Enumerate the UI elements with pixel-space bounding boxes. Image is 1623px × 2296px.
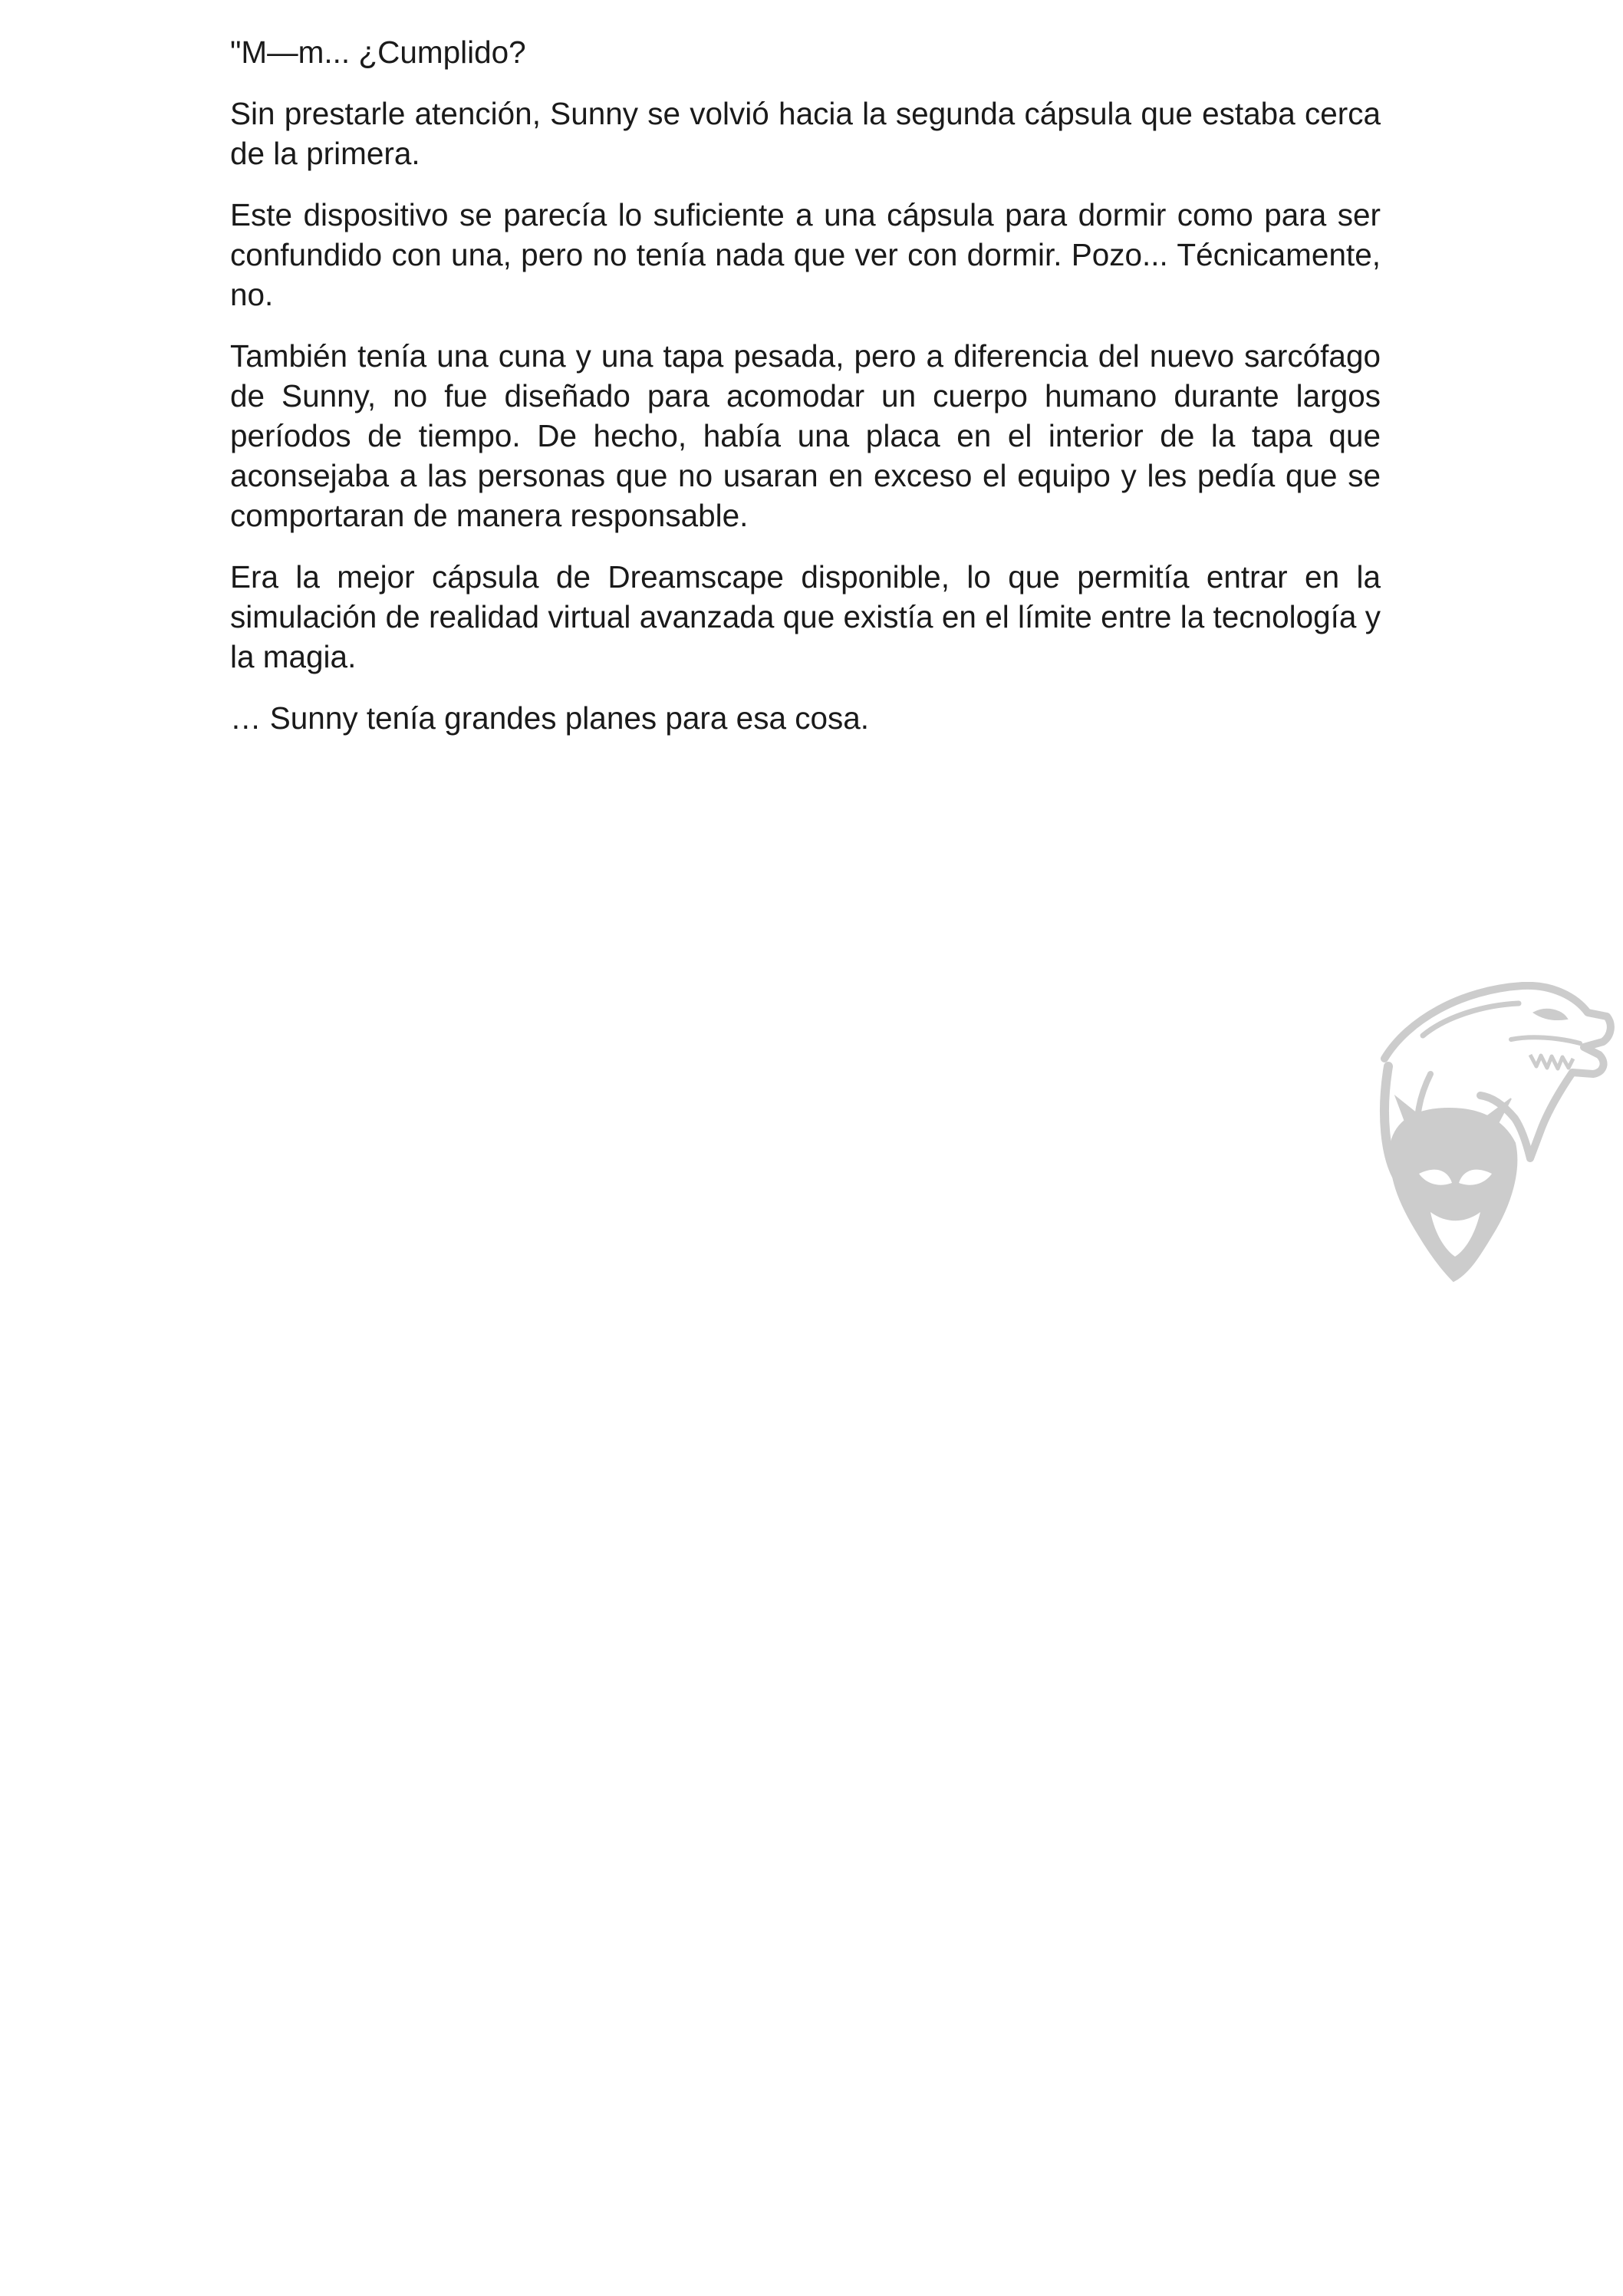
dinosaur-logo-icon [1377, 982, 1615, 1285]
body-text [230, 32, 1381, 759]
paragraph-6: … Sunny tenía grandes planes para esa cosa. [230, 700, 870, 736]
paragraph-2: Sin prestarle atención, Sunny se volvió hacia la segunda cápsula que estaba cerca de la primera. [230, 96, 1381, 171]
paragraph-4: También tenía una cuna y una tapa pesada, pero a diferencia del nuevo sarcófago de Sunny, no fue diseñado para acomodar un cuerpo humano durante largos períodos de tiempo. De hecho, había una placa en el interior de la tapa que aconsejaba a las personas que no usaran en exceso el equipo y les pedía que se comportaran de manera responsable. [230, 338, 1381, 533]
paragraph-5: Era la mejor cápsula de Dreamscape disponible, lo que permitía entrar en la simulación de realidad virtual avanzada que existía en el límite entre la tecnología y la magia. [230, 559, 1381, 674]
paragraph-1: "M—m... ¿Cumplido? [230, 35, 526, 70]
paragraph-3: Este dispositivo se parecía lo suficiente a una cápsula para dormir como para ser confundido con una, pero no tenía nada que ver con dormir. Pozo... Técnicamente, no. [230, 197, 1381, 312]
